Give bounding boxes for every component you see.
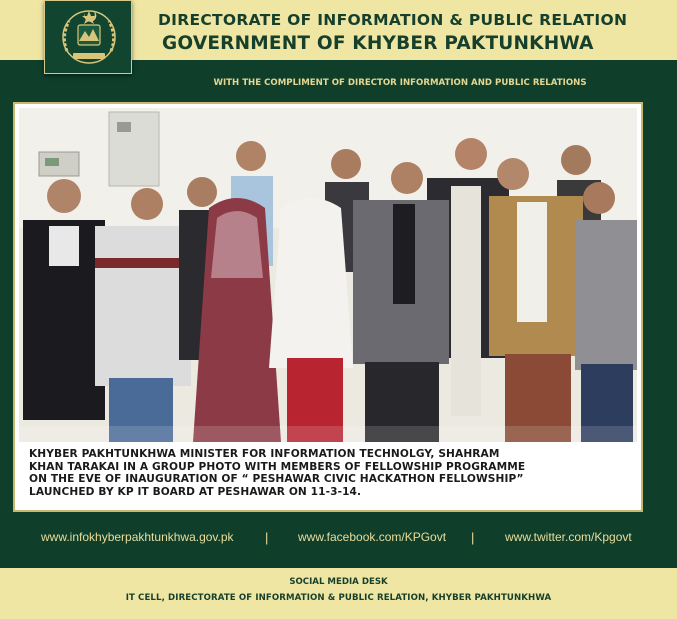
photo-frame (13, 102, 643, 512)
twitter-link[interactable]: www.twitter.com/Kpgovt (505, 530, 632, 544)
header-title-line1: DIRECTORATE OF INFORMATION & PUBLIC RELATION (158, 11, 628, 29)
link-separator: | (471, 530, 475, 545)
header-title-line2: GOVERNMENT OF KHYBER PAKTUNKHWA (162, 33, 594, 54)
footer-subtitle: IT CELL, DIRECTORATE OF INFORMATION & PUBLIC RELATION, KHYBER PAKHTUNKHWA (125, 593, 552, 603)
photo-caption (29, 448, 629, 498)
caption-line: KHAN TARAKAI IN A GROUP PHOTO WITH MEMBERS OF FELLOWSHIP PROGRAMME (29, 460, 526, 473)
website-link[interactable]: www.infokhyberpakhtunkhwa.gov.pk (41, 530, 234, 544)
kp-government-emblem-icon (44, 0, 132, 74)
caption-line: LAUNCHED BY KP IT BOARD AT PESHAWAR ON 11-3-14. (29, 485, 362, 498)
social-links (0, 530, 677, 546)
compliment-text: WITH THE COMPLIMENT OF DIRECTOR INFORMATION AND PUBLIC RELATIONS (213, 78, 587, 88)
footer-title: SOCIAL MEDIA DESK (289, 577, 388, 587)
facebook-link[interactable]: www.facebook.com/KPGovt (298, 530, 447, 544)
link-separator: | (265, 530, 269, 545)
caption-line: ON THE EVE OF INAUGURATION OF “ PESHAWAR CIVIC HACKATHON FELLOWSHIP” (29, 473, 524, 486)
footer-banner (0, 568, 677, 619)
caption-line: KHYBER PAKHTUNKHWA MINISTER FOR INFORMATION TECHNOLGY, SHAHRAM (29, 448, 500, 460)
group-photo-image (19, 108, 637, 442)
